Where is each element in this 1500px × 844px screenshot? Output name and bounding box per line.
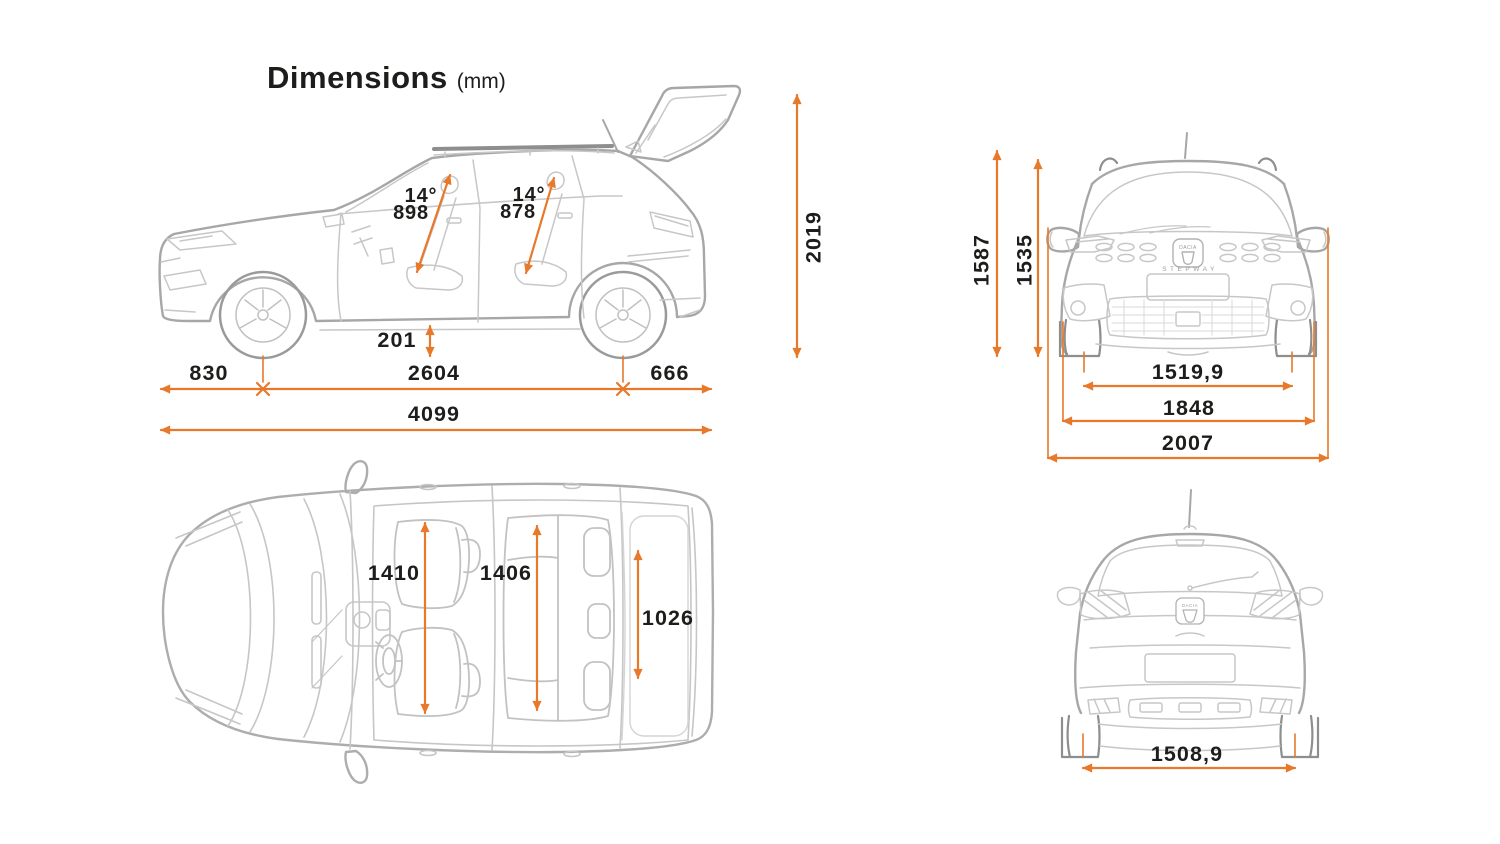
label-height-tailgate-open: 2019 — [801, 210, 826, 264]
label-boot-width: 1026 — [641, 606, 695, 630]
label-rear-cabin-width: 1406 — [479, 561, 533, 585]
label-front-cabin-width: 1410 — [367, 561, 421, 585]
label-wheelbase: 2604 — [407, 361, 461, 385]
label-front-seat-angle: 14° — [404, 185, 438, 207]
page-title — [267, 60, 506, 96]
label-mirror-width: 2007 — [1161, 431, 1215, 455]
label-rear-seat-angle: 14° — [512, 184, 546, 206]
label-rear-seat-height: 878 — [500, 201, 536, 223]
label-rear-overhang: 666 — [650, 361, 690, 385]
ext-lines-mirror-width — [1048, 228, 1328, 458]
label-ground-clearance: 201 — [377, 328, 417, 352]
label-rear-track: 1508,9 — [1150, 742, 1224, 766]
label-front-seat-height: 898 — [393, 202, 429, 224]
rear-badge-text: DACIA — [1181, 603, 1199, 608]
label-overall-length: 4099 — [407, 402, 461, 426]
front-badge-text: DACIA — [1179, 245, 1197, 251]
label-front-track: 1519,9 — [1151, 360, 1225, 384]
label-front-overhang: 830 — [189, 361, 229, 385]
title-text: Dimensions — [267, 60, 448, 95]
label-overall-height: 1587 — [969, 233, 994, 287]
front-model-text: STEPWAY — [1162, 266, 1218, 273]
label-body-height: 1535 — [1012, 233, 1037, 287]
title-unit: (mm) — [456, 70, 506, 93]
label-body-width: 1848 — [1162, 396, 1216, 420]
